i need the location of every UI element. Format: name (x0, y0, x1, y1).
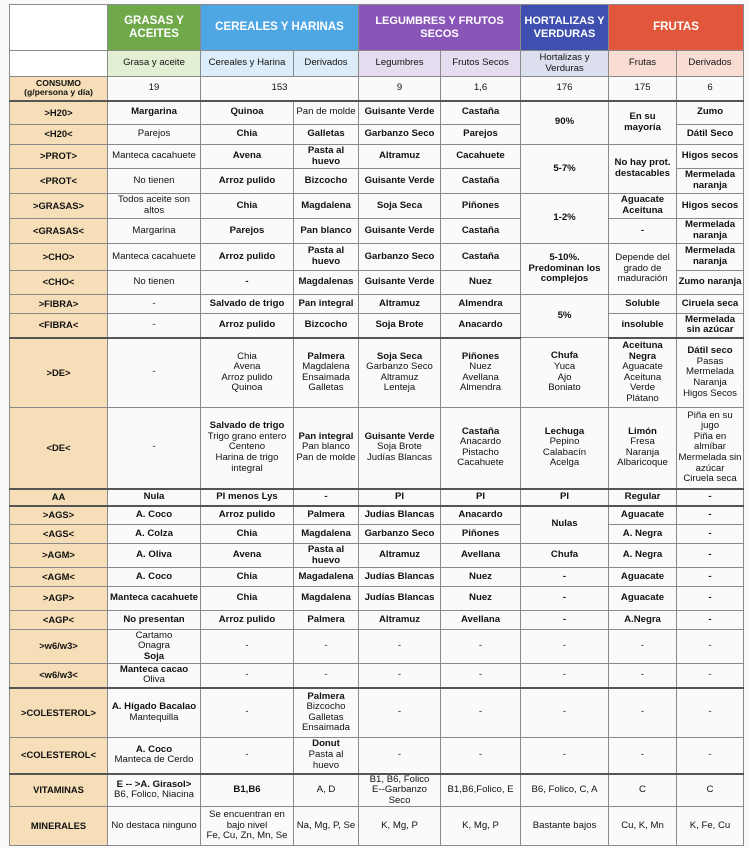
cell: - (609, 630, 677, 664)
row-label: >COLESTEROL> (10, 688, 108, 738)
cell (294, 338, 359, 408)
sub-header: Frutas (609, 51, 677, 77)
row-label: >CHO> (10, 244, 108, 271)
cell-strong: Salvado de trigo (209, 420, 285, 432)
cell: - (294, 489, 359, 506)
cell (441, 408, 521, 489)
cell: Pasta al huevo (294, 244, 359, 271)
cell-list: Pasas Mermelada Naranja Higos Secos (683, 355, 737, 399)
cell: Aguacate (609, 568, 677, 587)
cell: Chia (201, 525, 294, 544)
cell-strong: A. Coco (135, 743, 173, 755)
cell: 176 (521, 77, 609, 101)
cell: Arroz pulido (201, 314, 294, 338)
cell: insoluble (609, 314, 677, 338)
cell: Castaña (441, 169, 521, 194)
row-label: AA (10, 489, 108, 506)
cell-strong: Dátil seco (687, 345, 733, 357)
cell: Guisante Verde (359, 271, 441, 295)
cell: Guisante Verde (359, 219, 441, 244)
cell: Pan integral (294, 295, 359, 314)
cell-strong: Aceituna Negra (622, 340, 663, 362)
cell: - (677, 544, 744, 568)
cell: Magdalena (294, 525, 359, 544)
cell: B1, B6, Folico E--Garbanzo Seco (359, 774, 441, 807)
cell: Magdalena (294, 587, 359, 611)
cell-list: Nuez Avellana Almendra (459, 361, 502, 394)
cell: Aguacate (609, 587, 677, 611)
cell-strong: Soja (143, 650, 165, 662)
row-label: >AGM> (10, 544, 108, 568)
cell-strong: Castaña (461, 425, 500, 437)
row-label: >AGS> (10, 506, 108, 525)
cell: - (201, 630, 294, 664)
cell: - (441, 688, 521, 738)
cell: Aguacate (609, 506, 677, 525)
cell: - (609, 738, 677, 774)
cell: - (677, 568, 744, 587)
cell: A. Coco (108, 506, 201, 525)
cell: Higos secos (677, 145, 744, 169)
cell: Parejos (201, 219, 294, 244)
cell: Magdalenas (294, 271, 359, 295)
cell-strong: Guisante Verde (364, 430, 435, 442)
cell: Regular (609, 489, 677, 506)
cell: - (609, 688, 677, 738)
cell: Bastante bajos (521, 807, 609, 846)
cell: - (677, 738, 744, 774)
cell: B1,B6 (201, 774, 294, 807)
cell: Almendra (441, 295, 521, 314)
cell: Judías Blancas (359, 506, 441, 525)
cell (108, 630, 201, 664)
row-label: <PROT< (10, 169, 108, 194)
cell: Guisante Verde (359, 169, 441, 194)
row-label: <DE< (10, 408, 108, 489)
cell: - (609, 664, 677, 688)
cell (521, 338, 609, 408)
cell: - (677, 587, 744, 611)
cell-strong: Palmera (307, 350, 345, 362)
cell (677, 338, 744, 408)
cell-strong: A. Hígado Bacalao (111, 701, 197, 713)
sub-header: Grasa y aceite (108, 51, 201, 77)
cell: 5-10%. Predominan los complejos (521, 244, 609, 295)
cell: Mermelada naranja (677, 219, 744, 244)
cell: Chia (201, 587, 294, 611)
cell: A. Negra (609, 544, 677, 568)
cell: Salvado de trigo (201, 295, 294, 314)
cell: - (677, 688, 744, 738)
cell: No destaca ninguno (108, 807, 201, 846)
cell (108, 738, 201, 774)
cell: Cacahuete (441, 145, 521, 169)
cell: - (359, 738, 441, 774)
cell-strong: Piñones (461, 350, 500, 362)
cell: Judías Blancas (359, 587, 441, 611)
cell (108, 688, 201, 738)
row-label: <AGP< (10, 611, 108, 630)
sub-header: Legumbres (359, 51, 441, 77)
cell: Judías Blancas (359, 568, 441, 587)
cell: - (521, 688, 609, 738)
cell: No tienen (108, 169, 201, 194)
cell: - (359, 664, 441, 688)
cell: Pan de molde (294, 101, 359, 125)
cell: Castaña (441, 219, 521, 244)
cell: 9 (359, 77, 441, 101)
cell: Galletas (294, 125, 359, 145)
cell: - (521, 738, 609, 774)
row-label: <w6/w3< (10, 664, 108, 688)
row-label: <AGS< (10, 525, 108, 544)
cell-strong: Limón (628, 425, 657, 437)
cell (294, 688, 359, 738)
cell: - (609, 219, 677, 244)
sub-header: Frutos Secos (441, 51, 521, 77)
row-label: >GRASAS> (10, 194, 108, 219)
cell: Nuez (441, 568, 521, 587)
cell-list: Aguacate Aceituna Verde Plátano (622, 361, 663, 404)
cell: 6 (677, 77, 744, 101)
cell: K, Fe, Cu (677, 807, 744, 846)
cell: Pan blanco (294, 219, 359, 244)
cell-list: Pan blanco Pan de molde (296, 441, 356, 464)
cell: Arroz pulido (201, 506, 294, 525)
row-label: >AGP> (10, 587, 108, 611)
cell: 1-2% (521, 194, 609, 244)
cell: Depende del grado de maduración (609, 244, 677, 295)
cell: Manteca cacahuete (108, 145, 201, 169)
cell: - (677, 630, 744, 664)
cell-strong: Donut (312, 738, 340, 750)
cell: A, D (294, 774, 359, 807)
row-label: <GRASAS< (10, 219, 108, 244)
row-label: MINERALES (10, 807, 108, 846)
cell: Piña en su jugo Piña en almíbar Mermelada sin azúcar Ciruela seca (677, 408, 744, 489)
cell: Avellana (441, 611, 521, 630)
cell: - (294, 664, 359, 688)
cell: Guisante Verde (359, 101, 441, 125)
cell: No presentan (108, 611, 201, 630)
cell: 175 (609, 77, 677, 101)
cell: - (201, 738, 294, 774)
cell: - (677, 611, 744, 630)
row-label: >H20> (10, 101, 108, 125)
row-label: <AGM< (10, 568, 108, 587)
cell: Pasta al huevo (294, 544, 359, 568)
row-label: >PROT> (10, 145, 108, 169)
cell-list: Garbanzo Seco Altramuz Lenteja (366, 361, 433, 394)
row-label: CONSUMO (g/persona y día) (10, 77, 108, 101)
cell (294, 738, 359, 774)
cell: Bizcocho (294, 314, 359, 338)
cell: Garbanzo Seco (359, 244, 441, 271)
cell: - (677, 525, 744, 544)
cell: - (201, 664, 294, 688)
cell: Altramuz (359, 544, 441, 568)
cell: Parejos (441, 125, 521, 145)
cell (609, 408, 677, 489)
cell: Pasta al huevo (294, 145, 359, 169)
cell: Garbanzo Seco (359, 125, 441, 145)
nutrition-table (9, 4, 744, 846)
cell (441, 338, 521, 408)
cell: A.Negra (609, 611, 677, 630)
group-grasas: GRASAS Y ACEITES (108, 5, 201, 51)
row-label: <CHO< (10, 271, 108, 295)
cell: B6, Folico, C, A (521, 774, 609, 807)
cell: Todos aceite son altos (108, 194, 201, 219)
cell-list: Pepino Calabacín Acelga (542, 436, 587, 469)
cell: Altramuz (359, 145, 441, 169)
cell: Chia (201, 194, 294, 219)
cell: No hay prot. destacables (609, 145, 677, 194)
cell: Altramuz (359, 611, 441, 630)
cell (359, 408, 441, 489)
cell: Margarina (108, 219, 201, 244)
cell: - (441, 664, 521, 688)
cell: - (677, 506, 744, 525)
cell (108, 774, 201, 807)
cell-strong: Lechuga (544, 425, 585, 437)
cell: Nulas (521, 506, 609, 544)
cell: A. Coco (108, 568, 201, 587)
cell: PI menos Lys (201, 489, 294, 506)
cell (359, 338, 441, 408)
cell: - (359, 630, 441, 664)
cell: - (441, 738, 521, 774)
cell: - (294, 630, 359, 664)
cell: No tienen (108, 271, 201, 295)
cell: Cu, K, Mn (609, 807, 677, 846)
sub-header: Cereales y Harina (201, 51, 294, 77)
cell (108, 664, 201, 688)
corner-cell (10, 5, 108, 51)
cell (201, 408, 294, 489)
cell: Altramuz (359, 295, 441, 314)
cell: Mermelada sin azúcar (677, 314, 744, 338)
cell-list: Cartamo Onagra (135, 629, 173, 652)
cell: B1,B6,Folico, E (441, 774, 521, 807)
cell: 5-7% (521, 145, 609, 194)
cell-list: B6, Folico, Niacina (114, 789, 194, 801)
cell: Garbanzo Seco (359, 525, 441, 544)
cell: Nuez (441, 587, 521, 611)
cell: - (677, 664, 744, 688)
cell: Arroz pulido (201, 244, 294, 271)
row-label: <H20< (10, 125, 108, 145)
cell: Palmera (294, 611, 359, 630)
cell: Arroz pulido (201, 169, 294, 194)
cell: A. Colza (108, 525, 201, 544)
cell-strong: Palmera (307, 690, 345, 702)
cell: - (108, 314, 201, 338)
cell: Chia Avena Arroz pulido Quinoa (201, 338, 294, 408)
group-cereales: CEREALES Y HARINAS (201, 5, 359, 51)
cell: Mermelada naranja (677, 244, 744, 271)
cell: Soluble (609, 295, 677, 314)
cell: Avellana (441, 544, 521, 568)
cell-list: Soja Brote Judías Blancas (366, 441, 433, 464)
cell: C (677, 774, 744, 807)
cell: Manteca cacahuete (108, 587, 201, 611)
cell: C (609, 774, 677, 807)
cell-list: Mantequilla (129, 711, 179, 723)
cell: Anacardo (441, 506, 521, 525)
group-legumbres: LEGUMBRES Y FRUTOS SECOS (359, 5, 521, 51)
cell: Chia (201, 125, 294, 145)
cell: - (359, 688, 441, 738)
cell: PI (441, 489, 521, 506)
cell: Ciruela seca (677, 295, 744, 314)
cell: - (201, 688, 294, 738)
cell (609, 338, 677, 408)
cell-strong: Chufa (550, 350, 579, 362)
row-label: >w6/w3> (10, 630, 108, 664)
cell: Magdalena (294, 194, 359, 219)
cell-list: Manteca de Cerdo (114, 754, 194, 766)
cell: Dátil Seco (677, 125, 744, 145)
cell: - (521, 611, 609, 630)
cell-strong: Soja Seca (376, 350, 423, 362)
cell: Nula (108, 489, 201, 506)
cell: Manteca cacahuete (108, 244, 201, 271)
cell-list: Yuca Ajo Boniato (548, 360, 581, 394)
cell: 1,6 (441, 77, 521, 101)
cell: Aguacate Aceituna (609, 194, 677, 219)
cell: Quinoa (201, 101, 294, 125)
cell: 153 (201, 77, 359, 101)
cell: Soja Brote (359, 314, 441, 338)
cell: Mermelada naranja (677, 169, 744, 194)
cell: Margarina (108, 101, 201, 125)
cell: - (201, 271, 294, 295)
cell: - (521, 664, 609, 688)
cell: Higos secos (677, 194, 744, 219)
cell: A. Negra (609, 525, 677, 544)
cell: Se encuentran en bajo nivel Fe, Cu, Zn, Mn, Se (201, 807, 294, 846)
sub-header: Derivados (294, 51, 359, 77)
group-hortalizas: HORTALIZAS Y VERDURAS (521, 5, 609, 51)
cell: K, Mg, P (441, 807, 521, 846)
cell-list: Anacardo Pistacho Cacahuete (457, 436, 504, 469)
cell (294, 408, 359, 489)
cell-list: Trigo grano entero Centeno Harina de trigo integral (207, 430, 287, 474)
cell: Bizcocho (294, 169, 359, 194)
cell: - (108, 295, 201, 314)
cell: A. Oliva (108, 544, 201, 568)
cell: Castaña (441, 244, 521, 271)
cell: 90% (521, 101, 609, 145)
cell-list: Bizcocho Galletas Ensaimada (302, 701, 350, 734)
cell: PI (521, 489, 609, 506)
cell: Palmera (294, 506, 359, 525)
cell-strong: Pan integral (298, 430, 354, 442)
cell: PI (359, 489, 441, 506)
cell-strong: E -- >A. Girasol> (116, 778, 192, 790)
cell: Zumo naranja (677, 271, 744, 295)
cell: Avena (201, 544, 294, 568)
cell: Magadalena (294, 568, 359, 587)
cell: - (521, 630, 609, 664)
corner-cell-2 (10, 51, 108, 77)
row-label: <FIBRA< (10, 314, 108, 338)
cell-list: Pasta al huevo (308, 748, 344, 771)
row-label: >DE> (10, 338, 108, 408)
cell: Na, Mg, P, Se (294, 807, 359, 846)
cell: - (108, 338, 201, 408)
cell: Nuez (441, 271, 521, 295)
cell: Soja Seca (359, 194, 441, 219)
cell-list: Fresa Naranja Albaricoque (617, 436, 668, 469)
cell-list: Magdalena Ensaimada Galletas (302, 361, 350, 394)
cell: K, Mg, P (359, 807, 441, 846)
cell-strong: Manteca cacao (119, 663, 189, 675)
cell: Avena (201, 145, 294, 169)
cell: Castaña (441, 101, 521, 125)
cell: Chufa (521, 544, 609, 568)
cell: - (521, 568, 609, 587)
cell: Parejos (108, 125, 201, 145)
cell: 19 (108, 77, 201, 101)
cell: - (441, 630, 521, 664)
cell: - (677, 489, 744, 506)
cell: Zumo (677, 101, 744, 125)
cell: Anacardo (441, 314, 521, 338)
cell: - (521, 587, 609, 611)
cell (521, 408, 609, 489)
cell: Arroz pulido (201, 611, 294, 630)
cell: 5% (521, 295, 609, 338)
cell: Piñones (441, 525, 521, 544)
row-label: VITAMINAS (10, 774, 108, 807)
cell: En su mayoría (609, 101, 677, 145)
cell: Chia (201, 568, 294, 587)
row-label: >FIBRA> (10, 295, 108, 314)
cell: - (108, 408, 201, 489)
group-frutas: FRUTAS (609, 5, 744, 51)
sub-header: Derivados (677, 51, 744, 77)
row-label: <COLESTEROL< (10, 738, 108, 774)
cell-list: Oliva (143, 674, 165, 686)
cell: Piñones (441, 194, 521, 219)
sub-header: Hortalizas y Verduras (521, 51, 609, 77)
